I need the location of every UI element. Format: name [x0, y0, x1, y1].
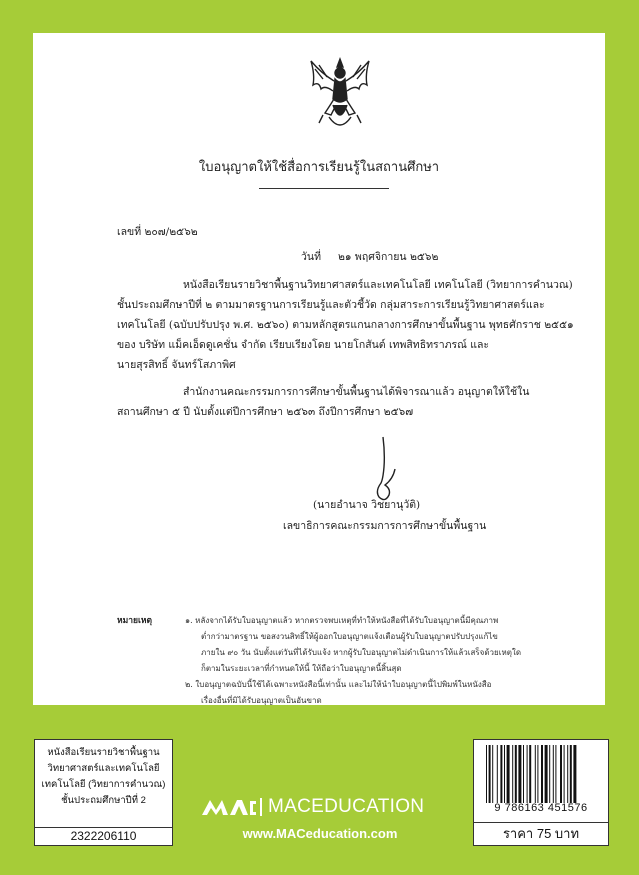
notes-label: หมายเหตุ — [117, 616, 152, 626]
barcode-bar — [553, 745, 554, 803]
paragraph1-line: เทคโนโลยี (ฉบับปรับปรุง พ.ศ. ๒๕๖๐) ตามหลักสูตรแกนกลางการศึกษาขั้นพื้นฐาน พุทธศักราช ๒๕๕๑ — [117, 319, 574, 331]
barcode-bar — [549, 745, 550, 803]
license-document — [33, 33, 605, 705]
barcode-bar — [537, 745, 538, 803]
barcode-bar — [507, 745, 510, 803]
note-line: ๒. ใบอนุญาตฉบับนี้ใช้ได้เฉพาะหนังสือนี้เท่านั้น และไม่ให้นำใบอนุญาตนี้ไปพิมพ์ในหนังสือ — [185, 680, 492, 689]
note-line: ต่ำกว่ามาตรฐาน ขอสงวนสิทธิ์ให้ผู้ออกใบอนุญาตแจ้งเตือนผู้รับใบอนุญาตปรับปรุงแก้ไข — [201, 632, 498, 641]
barcode-bar — [535, 745, 536, 803]
website-link[interactable]: www.MACeducation.com — [242, 826, 398, 841]
signer-title: เลขาธิการคณะกรรมการการศึกษาขั้นพื้นฐาน — [283, 520, 487, 532]
paragraph1-line: ของ บริษัท แม็คเอ็ดดูเคชั่น จำกัด เรียบเรียงโดย นายโกสันต์ เทพสิทธิทราภรณ์ และ — [117, 339, 490, 351]
price-label: ราคา 75 บาท — [474, 822, 608, 845]
barcode-bar — [573, 745, 576, 803]
date-value: ๒๑ พฤศจิกายน ๒๕๖๒ — [338, 251, 439, 263]
signer-name: (นายอำนาจ วิชยานุวัติ) — [313, 499, 421, 511]
barcode-bar — [555, 745, 556, 803]
barcode-bar — [515, 745, 517, 803]
barcode-bar — [564, 745, 565, 803]
book-info-line: หนังสือเรียนรายวิชาพื้นฐาน — [47, 747, 160, 758]
book-info-line: วิทยาศาสตร์และเทคโนโลยี — [47, 763, 160, 774]
note-line: เรื่องอื่นที่มิได้รับอนุญาตเป็นอันขาด — [201, 696, 322, 705]
note-line: ๑. หลังจากได้รับใบอนุญาตแล้ว หากตรวจพบเหตุที่ทำให้หนังสือที่ได้รับใบอนุญาตนี้มีคุณภาพ — [185, 616, 499, 625]
isbn-barcode — [484, 745, 602, 803]
barcode-bar — [504, 745, 505, 803]
mac-logo-icon — [200, 798, 256, 816]
barcode-bar — [527, 745, 528, 803]
book-info-line: ชั้นประถมศึกษาปีที่ 2 — [61, 795, 146, 806]
brand-divider — [260, 798, 262, 816]
barcode-bar — [523, 745, 524, 803]
book-code: 2322206110 — [35, 827, 172, 845]
title-underline — [259, 188, 389, 189]
barcode-bar — [500, 745, 502, 803]
barcode-bar — [486, 745, 487, 803]
note-line: ก็ตามในระยะเวลาที่กำหนดให้นี้ ให้ถือว่าใบอนุญาตนี้สิ้นสุด — [201, 664, 402, 673]
barcode-bar — [492, 745, 493, 803]
note-line: ภายใน ๙๐ วัน นับตั้งแต่วันที่ได้รับแจ้ง หากผู้รับใบอนุญาตไม่ดำเนินการให้แล้วเสร็จด้วยเหตุใด — [201, 648, 522, 657]
date-label: วันที่ — [301, 251, 321, 263]
barcode-bar — [489, 745, 491, 803]
barcode-box — [473, 739, 609, 846]
paragraph1-line: หนังสือเรียนรายวิชาพื้นฐานวิทยาศาสตร์และเทคโนโลยี เทคโนโลยี (วิทยาการคำนวณ) — [183, 279, 573, 291]
paragraph1-line: นายสุรสิทธิ์ จันทร์โสภาพิศ — [117, 359, 236, 371]
barcode-bar — [529, 745, 531, 803]
paragraph2-line: สถานศึกษา ๕ ปี นับตั้งแต่ปีการศึกษา ๒๕๖๓ ถึงปีการศึกษา ๒๕๖๗ — [117, 406, 414, 418]
barcode-bar — [497, 745, 498, 803]
book-info-box — [34, 739, 173, 846]
brand-name: MACEDUCATION — [268, 796, 425, 817]
barcode-bar — [518, 745, 521, 803]
barcode-bar — [570, 745, 572, 803]
license-number: เลขที่ ๒๐๗/๒๕๖๒ — [117, 226, 198, 238]
book-info-line: เทคโนโลยี (วิทยาการคำนวณ) — [41, 779, 166, 790]
barcode-bar — [560, 745, 562, 803]
garuda-emblem-icon — [307, 55, 373, 135]
barcode-bar — [541, 745, 543, 803]
barcode-bar — [567, 745, 568, 803]
brand-logo — [200, 796, 440, 818]
paragraph2-line: สำนักงานคณะกรรมการการศึกษาขั้นพื้นฐานได้พิจารณาแล้ว อนุญาตให้ใช้ใน — [183, 386, 530, 398]
isbn-number: 9 786163 451576 — [494, 802, 588, 814]
document-title: ใบอนุญาตให้ใช้สื่อการเรียนรู้ในสถานศึกษา — [198, 160, 440, 175]
barcode-bar — [512, 745, 513, 803]
barcode-bar — [545, 745, 548, 803]
paragraph1-line: ชั้นประถมศึกษาปีที่ ๒ ตามมาตรฐานการเรียนรู้และตัวชี้วัด กลุ่มสาระการเรียนรู้วิทยาศาสตร์และ — [117, 299, 545, 311]
